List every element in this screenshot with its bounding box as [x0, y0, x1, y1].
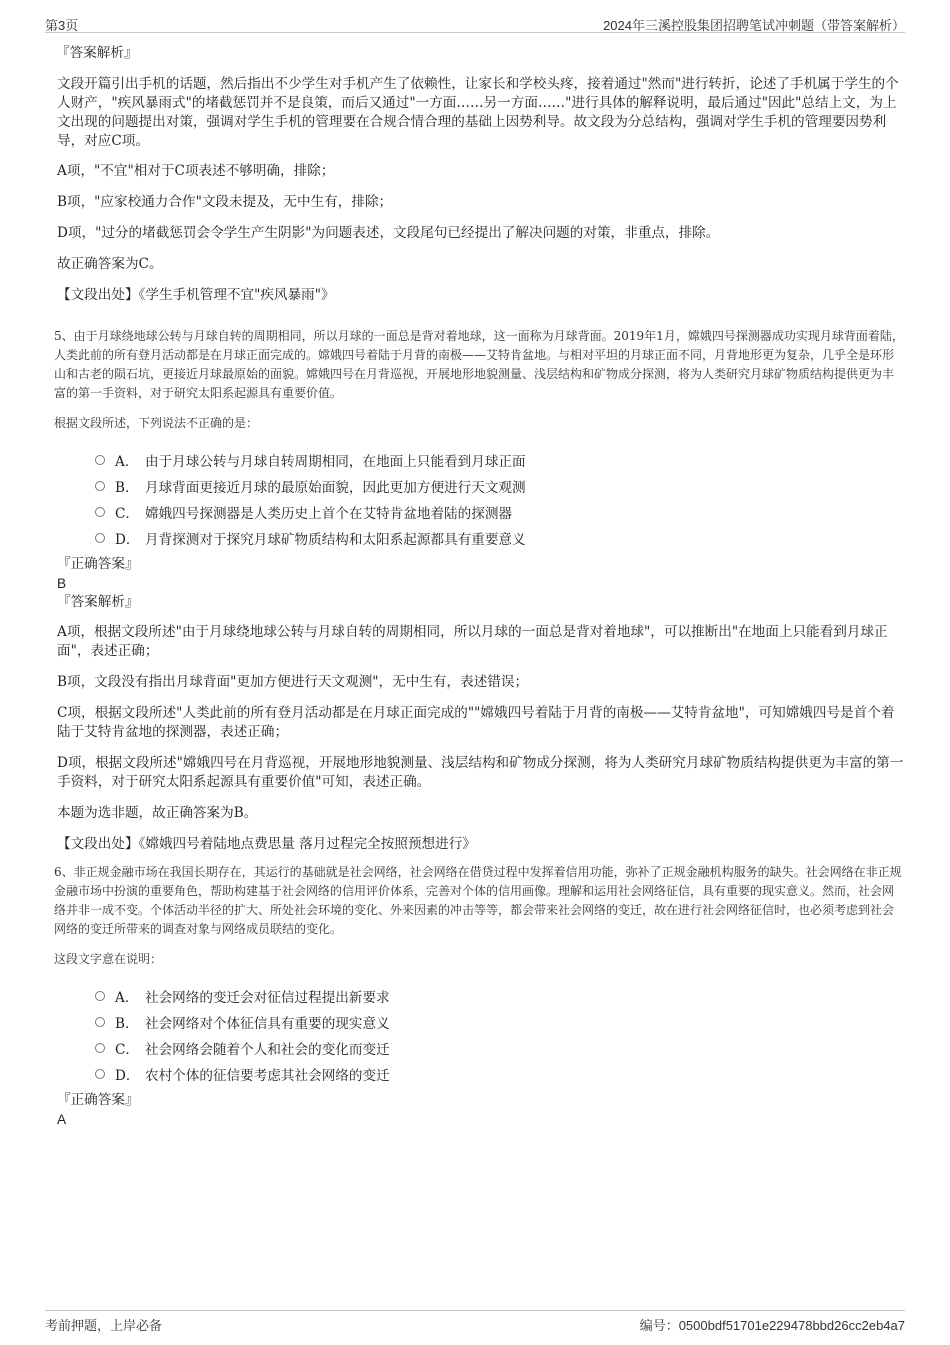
option-letter: D． — [115, 1068, 140, 1084]
q6-option-a[interactable] — [95, 983, 904, 1009]
q5-analysis-c: C项，根据文段所述"人类此前的所有登月活动都是在月球正面完成的""嫦娥四号着陆于月背的南极——艾特肯盆地"，可知嫦娥四号是首个着陆于艾特肯盆地的探测器，表述正确； — [57, 705, 895, 740]
radio-icon[interactable] — [95, 1069, 105, 1079]
radio-icon[interactable] — [95, 481, 105, 491]
q5-options — [95, 447, 904, 551]
q5-option-d[interactable] — [95, 525, 904, 551]
q5-analysis-heading: 『答案解析』 — [57, 594, 139, 610]
document-title: 2024年三溪控股集团招聘笔试冲刺题（带答案解析） — [603, 18, 905, 33]
footer-serial: 编号：0500bdf51701e229478bbd26cc2eb4a7 — [639, 1318, 905, 1333]
radio-icon[interactable] — [95, 1043, 105, 1053]
q4-analysis-text: 文段开篇引出手机的话题，然后指出不少学生对手机产生了依赖性，让家长和学校头疼，接着通过"然而"进行转折，论述了手机属于学生的个人财产，"疾风暴雨式"的堵截惩罚并不是良策，而后又通过"一方面……另一方面……"进行具体的解释说明，最后通过"因此"总结上文，为上文出现的问题提出对策，强调对学生手机的管理要在合规合情合理的基础上因势利导。故文段为分总结构，强调对学生手机的管理要因势利导，对应C项。 — [57, 76, 899, 149]
option-letter: B． — [115, 480, 139, 496]
q4-analysis-a: A项，"不宜"相对于C项表述不够明确，排除； — [57, 163, 335, 179]
page-number: 第3页 — [45, 18, 79, 33]
q6-answer: A — [57, 1112, 67, 1127]
q5-analysis-b: B项，文段没有指出月球背面"更加方便进行天文观测"，无中生有，表述错误； — [57, 674, 529, 690]
page-content — [54, 44, 904, 1129]
q5-answer: B — [57, 576, 67, 591]
option-letter: C． — [115, 1042, 139, 1058]
radio-icon[interactable] — [95, 1017, 105, 1027]
q6-stem: 6、非正规金融市场在我国长期存在，其运行的基础就是社会网络，社会网络在借贷过程中发挥着信用功能，弥补了正规金融机构服务的缺失。社会网络在非正规金融市场中扮演的重要角色，帮助构建基于社会网络的信用评价体系，完善对个体的信用画像。理解和运用社会网络征信，具有重要的现实意义。然而，社会网络并非一成不变。个体活动半径的扩大、所处社会环境的变化、外来因素的冲击等等，都会带来社会网络的变迁，故在进行社会网络征信时，也必须考虑到社会网络的变迁所带来的调查对象与网络成员联结的变化。 — [54, 865, 902, 936]
option-letter: D． — [115, 532, 140, 548]
option-text: 月背探测对于探究月球矿物质结构和太阳系起源都具有重要意义 — [145, 532, 526, 548]
q5-answer-heading: 『正确答案』 — [57, 556, 139, 572]
q5-analysis-a: A项，根据文段所述"由于月球绕地球公转与月球自转的周期相同，所以月球的一面总是背对着地球"，可以推断出"在地面上只能看到月球正面"，表述正确； — [57, 624, 888, 659]
option-text: 由于月球公转与月球自转周期相同，在地面上只能看到月球正面 — [145, 454, 526, 470]
option-text: 农村个体的征信要考虑其社会网络的变迁 — [145, 1068, 390, 1084]
q4-source: 【文段出处】《学生手机管理不宜"疾风暴雨"》 — [57, 287, 335, 303]
q4-analysis-b: B项，"应家校通力合作"文段未提及，无中生有，排除； — [57, 194, 393, 210]
q4-analysis-d: D项，"过分的堵截惩罚会令学生产生阴影"为问题表述，文段尾句已经提出了解决问题的对策，非重点，排除。 — [57, 225, 720, 241]
q6-options — [95, 983, 904, 1087]
option-letter: A． — [115, 990, 139, 1006]
q5-analysis-d: D项，根据文段所述"嫦娥四号在月背巡视，开展地形地貌测量、浅层结构和矿物成分探测，将为人类研究月球矿物质结构提供更为丰富的第一手资料，对于研究太阳系起源具有重要价值"可知，表述正确。 — [57, 755, 904, 790]
option-letter: A． — [115, 454, 139, 470]
q4-conclusion: 故正确答案为C。 — [57, 256, 163, 272]
radio-icon[interactable] — [95, 455, 105, 465]
option-text: 社会网络的变迁会对征信过程提出新要求 — [145, 990, 390, 1006]
option-text: 月球背面更接近月球的最原始面貌，因此更加方便进行天文观测 — [145, 480, 526, 496]
q6-answer-heading: 『正确答案』 — [57, 1092, 139, 1108]
q4-analysis-heading: 『答案解析』 — [56, 45, 138, 61]
option-letter: C． — [115, 506, 139, 522]
q6-option-c[interactable] — [95, 1035, 904, 1061]
q5-source: 【文段出处】《嫦娥四号着陆地点费思量 落月过程完全按照预想进行》 — [57, 836, 476, 852]
radio-icon[interactable] — [95, 533, 105, 543]
page-footer — [45, 1310, 905, 1333]
q5-stem: 5、由于月球绕地球公转与月球自转的周期相同，所以月球的一面总是背对着地球，这一面称为月球背面。2019年1月，嫦娥四号探测器成功实现月球背面着陆，人类此前的所有登月活动都是在月球正面完成的。嫦娥四号着陆于月背的南极——艾特肯盆地。与相对平坦的月球正面不同，月背地形更为复杂，几乎全是环形山和古老的陨石坑，更接近月球最原始的面貌。嫦娥四号在月背巡视，开展地形地貌测量、浅层结构和矿物成分探测，将为人类研究月球矿物质结构提供更为丰富的第一手资料，对于研究太阳系起源具有重要价值。 — [54, 329, 904, 400]
q6-prompt: 这段文字意在说明： — [54, 952, 163, 966]
option-text: 社会网络会随着个人和社会的变化而变迁 — [145, 1042, 390, 1058]
q5-option-b[interactable] — [95, 473, 904, 499]
option-text: 社会网络对个体征信具有重要的现实意义 — [145, 1016, 390, 1032]
radio-icon[interactable] — [95, 991, 105, 1001]
q5-prompt: 根据文段所述，下列说法不正确的是： — [54, 416, 259, 430]
q5-option-c[interactable] — [95, 499, 904, 525]
page-header — [45, 12, 905, 33]
radio-icon[interactable] — [95, 507, 105, 517]
option-letter: B． — [115, 1016, 139, 1032]
q6-option-d[interactable] — [95, 1061, 904, 1087]
q5-conclusion: 本题为选非题，故正确答案为B。 — [57, 805, 258, 821]
option-text: 嫦娥四号探测器是人类历史上首个在艾特肯盆地着陆的探测器 — [145, 506, 513, 522]
q6-option-b[interactable] — [95, 1009, 904, 1035]
q5-option-a[interactable] — [95, 447, 904, 473]
footer-slogan: 考前押题，上岸必备 — [45, 1318, 163, 1333]
